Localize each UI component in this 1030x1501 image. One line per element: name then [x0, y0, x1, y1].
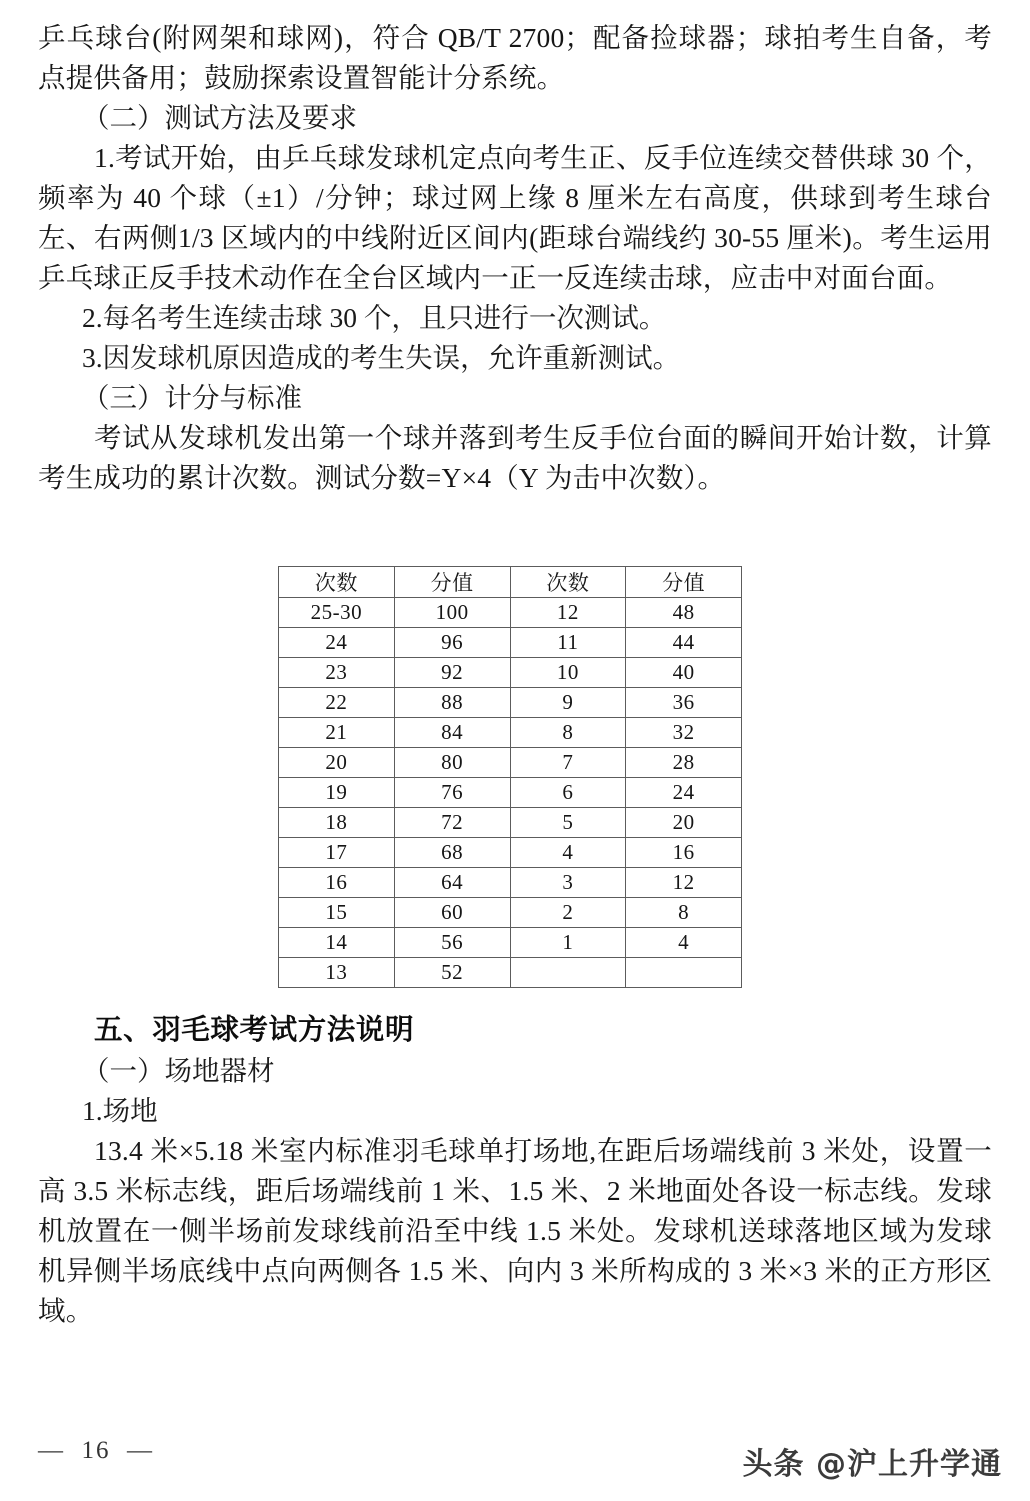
page-content-lower	[38, 1011, 992, 1331]
table-cell: 15	[279, 898, 395, 928]
table-cell: 16	[626, 838, 742, 868]
table-cell: 5	[510, 808, 626, 838]
table-cell: 52	[394, 958, 510, 988]
table-row	[279, 628, 742, 658]
table-row	[279, 898, 742, 928]
column-header-count-right: 次数	[510, 567, 626, 598]
table-cell: 12	[510, 598, 626, 628]
heading-section-five: 五、羽毛球考试方法说明	[94, 1015, 415, 1046]
watermark-label: 头条 @沪上升学通	[742, 1447, 1002, 1482]
table-row	[279, 658, 742, 688]
table-cell: 12	[626, 868, 742, 898]
table-cell: 24	[626, 778, 742, 808]
table-cell: 28	[626, 748, 742, 778]
heading-section-three: （三）计分与标准	[82, 382, 302, 413]
table-cell	[510, 958, 626, 988]
table-cell: 21	[279, 718, 395, 748]
table-cell: 76	[394, 778, 510, 808]
table-cell: 4	[626, 928, 742, 958]
table-cell: 1	[510, 928, 626, 958]
table-cell: 2	[510, 898, 626, 928]
table-cell: 80	[394, 748, 510, 778]
table-cell: 68	[394, 838, 510, 868]
table-cell: 18	[279, 808, 395, 838]
score-table-head	[279, 567, 742, 598]
table-cell: 9	[510, 688, 626, 718]
table-cell: 84	[394, 718, 510, 748]
column-header-score-right: 分值	[626, 567, 742, 598]
table-cell: 100	[394, 598, 510, 628]
table-cell: 20	[279, 748, 395, 778]
table-cell: 60	[394, 898, 510, 928]
column-header-count-left: 次数	[279, 567, 395, 598]
table-cell: 64	[394, 868, 510, 898]
table-cell: 23	[279, 658, 395, 688]
table-cell: 20	[626, 808, 742, 838]
page-footer	[0, 1437, 1030, 1497]
table-cell: 36	[626, 688, 742, 718]
table-cell: 32	[626, 718, 742, 748]
table-row	[279, 748, 742, 778]
table-cell: 48	[626, 598, 742, 628]
table-cell: 19	[279, 778, 395, 808]
table-row	[279, 928, 742, 958]
paragraph-equipment-continued: 乒乓球台(附网架和球网)，符合 QB/T 2700；配备捡球器；球拍考生自备，考点提供备用；鼓励探索设置智能计分系统。	[38, 22, 992, 93]
table-cell: 22	[279, 688, 395, 718]
table-cell	[626, 958, 742, 988]
table-row	[279, 958, 742, 988]
table-cell: 72	[394, 808, 510, 838]
table-cell: 3	[510, 868, 626, 898]
heading-venue-item: 1.场地	[82, 1095, 158, 1126]
paragraph-test-method-item-2: 2.每名考生连续击球 30 个，且只进行一次测试。	[82, 302, 667, 333]
table-cell: 16	[279, 868, 395, 898]
paragraph-venue-description: 13.4 米×5.18 米室内标准羽毛球单打场地,在距后场端线前 3 米处，设置一高 3.5 米标志线，距后场端线前 1 米、1.5 米、2 米地面处各设一标志线。发球机放置在一侧半场前发球线前沿至中线 1.5 米处。发球机送球落地区域为发球机异侧半场底线中点向两侧各 1.5 米、向内 3 米所构成的 3 米×3 米的正方形区域。	[38, 1135, 992, 1326]
table-cell: 11	[510, 628, 626, 658]
table-cell: 8	[510, 718, 626, 748]
table-row	[279, 598, 742, 628]
table-cell: 44	[626, 628, 742, 658]
score-table	[278, 566, 742, 988]
table-cell: 14	[279, 928, 395, 958]
table-row	[279, 868, 742, 898]
table-row	[279, 808, 742, 838]
column-header-score-left: 分值	[394, 567, 510, 598]
paragraph-scoring-rule: 考试从发球机发出第一个球并落到考生反手位台面的瞬间开始计数，计算考生成功的累计次数。测试分数=Y×4（Y 为击中次数）。	[38, 422, 992, 493]
table-cell: 40	[626, 658, 742, 688]
heading-section-two: （二）测试方法及要求	[82, 102, 357, 133]
score-table-container	[278, 566, 742, 988]
table-cell: 56	[394, 928, 510, 958]
table-cell: 4	[510, 838, 626, 868]
table-row	[279, 778, 742, 808]
page-number: — 16 —	[38, 1437, 154, 1464]
table-row	[279, 688, 742, 718]
table-cell: 13	[279, 958, 395, 988]
score-table-body	[279, 598, 742, 988]
table-header-row	[279, 567, 742, 598]
table-cell: 17	[279, 838, 395, 868]
page-content	[38, 18, 992, 498]
table-cell: 8	[626, 898, 742, 928]
table-cell: 96	[394, 628, 510, 658]
table-row	[279, 838, 742, 868]
table-row	[279, 718, 742, 748]
table-cell: 92	[394, 658, 510, 688]
table-cell: 88	[394, 688, 510, 718]
table-cell: 10	[510, 658, 626, 688]
table-cell: 6	[510, 778, 626, 808]
paragraph-test-method-item-3: 3.因发球机原因造成的考生失误，允许重新测试。	[82, 342, 681, 373]
table-cell: 7	[510, 748, 626, 778]
paragraph-test-method-item-1: 1.考试开始，由乒乓球发球机定点向考生正、反手位连续交替供球 30 个，频率为 40 个球（±1）/分钟；球过网上缘 8 厘米左右高度，供球到考生球台左、右两侧1/3 区域内的中线附近区间内(距球台端线约 30-55 厘米)。考生运用乒乓球正反手技术动作在全台区域内一正一反连续击球，应击中对面台面。	[38, 142, 992, 293]
heading-section-five-one: （一）场地器材	[82, 1055, 275, 1086]
table-cell: 24	[279, 628, 395, 658]
table-cell: 25-30	[279, 598, 395, 628]
